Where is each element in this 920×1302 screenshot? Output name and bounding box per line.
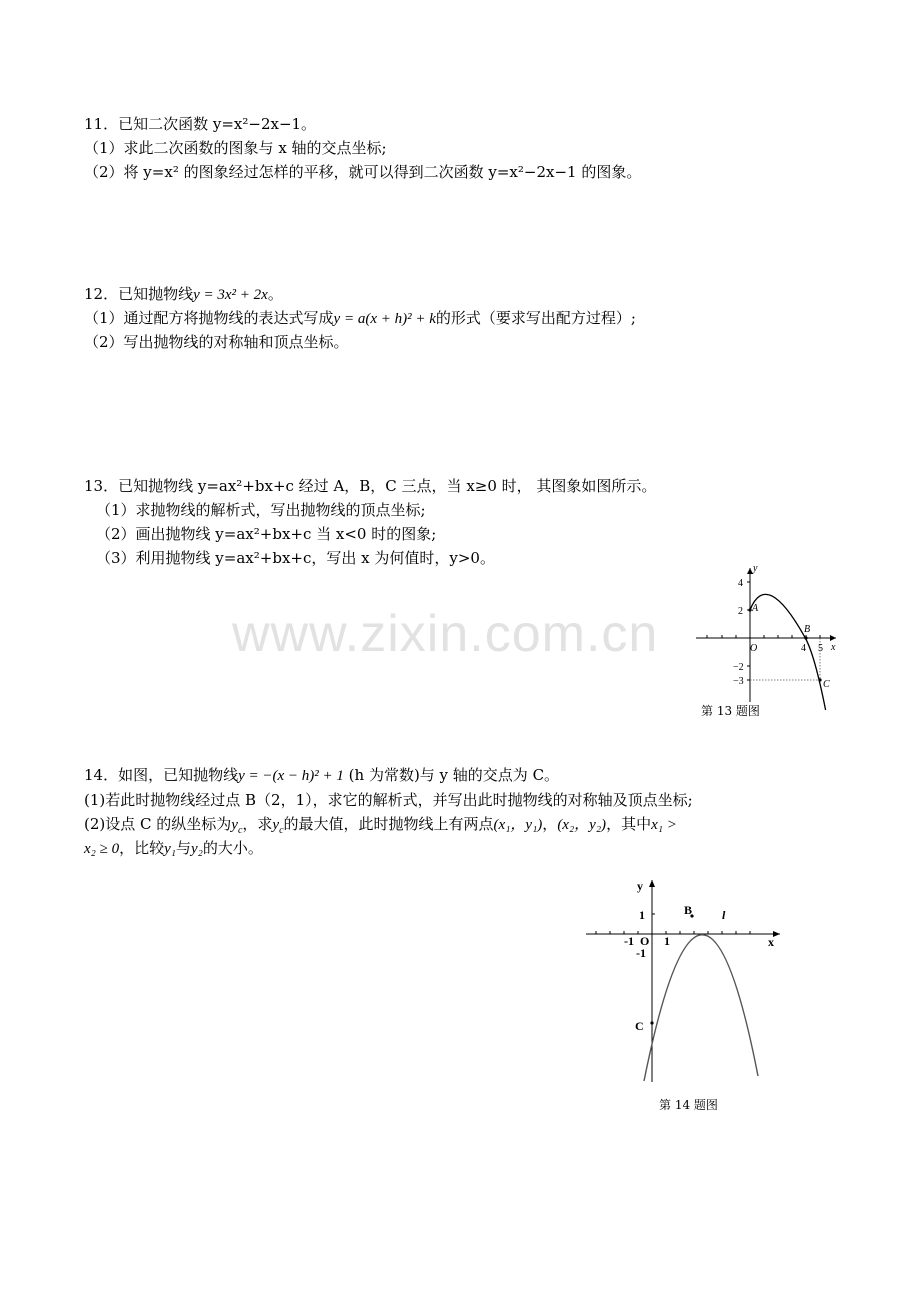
q14-point-2: (x₂，y₂): [557, 817, 607, 833]
q12-part1: [84, 308, 636, 329]
q13-label-c: C: [823, 679, 830, 690]
q14-tick-x1: 1: [664, 934, 670, 948]
q13-part1: （1）求抛物线的解析式，写出抛物线的顶点坐标;: [96, 501, 426, 519]
q12-title-text: 12．已知抛物线: [84, 285, 194, 303]
q13-caption: 第 13 题图: [701, 704, 760, 718]
watermark: www.zixin.com.cn: [232, 605, 659, 663]
q14-y2: y₂: [191, 841, 203, 857]
q13-tick-y2: 2: [738, 606, 743, 617]
q14-inequality-b: x₂ ≥ 0: [84, 841, 120, 857]
q12-part1-end: 的形式（要求写出配方过程）;: [435, 309, 636, 327]
q14-caption: 第 14 题图: [659, 1098, 718, 1112]
q13-point-c: [818, 678, 821, 681]
q14-yc-2: y: [272, 817, 280, 833]
q14-parabola: [644, 935, 758, 1081]
q13-label-a: A: [752, 603, 759, 614]
q13-part2: （2）画出抛物线 y=ax²+bx+c 当 x<0 时的图象;: [96, 525, 437, 543]
q13-tick-x5: 5: [818, 643, 823, 654]
q14-line-label: l: [722, 908, 726, 922]
q13-tick-y4: 4: [738, 578, 743, 589]
q13-title: 13．已知抛物线 y=ax²+bx+c 经过 A，B，C 三点，当 x≥0 时， 其图象如图所示。: [84, 477, 657, 495]
q14-part2-text-b: ，求: [242, 815, 273, 833]
q13-y-label: y: [753, 563, 758, 574]
q14-part2-text-a: (2)设点 C 的纵坐标为: [84, 815, 232, 833]
q13-tick-yneg3: −3: [733, 676, 744, 687]
q12-part1-text: （1）通过配方将抛物线的表达式写成: [84, 309, 334, 327]
q14-title: [84, 765, 559, 786]
q13-x-label: x: [831, 642, 836, 653]
q13-parabola: [750, 594, 826, 710]
q14-part1: (1)若此时抛物线经过点 B（2，1），求它的解析式，并写出此时抛物线的对称轴及顶点坐标;: [84, 791, 693, 809]
q14-yc-2-sub: c: [279, 825, 284, 836]
q14-y-arrow-icon: [649, 880, 655, 887]
q13-point-b: [804, 636, 807, 639]
q14-part2-text-d: ，: [542, 815, 558, 833]
q14-yc-1-sub: c: [237, 825, 243, 836]
q14-title-end: (h 为常数)与 y 轴的交点为 C。: [343, 766, 560, 784]
q13-tick-yneg2: −2: [733, 662, 744, 673]
q12-part2: （2）写出抛物线的对称轴和顶点坐标。: [84, 333, 349, 351]
q14-y-label: y: [637, 879, 643, 893]
q12-title-end: 。: [267, 285, 283, 303]
q14-part2-text-c: 的最大值，此时抛物线上有两点: [283, 815, 494, 833]
q14-tick-y1: 1: [639, 908, 645, 922]
q13-origin-label: O: [750, 643, 758, 654]
q13-x-arrow-icon: [830, 635, 836, 641]
q14-equation: y = −(x − h)² + 1: [238, 768, 344, 784]
q14-inequality-a: x₁ >: [651, 817, 677, 833]
q14-origin-label: O: [640, 934, 650, 948]
q11-part2: （2）将 y=x² 的图象经过怎样的平移，就可以得到二次函数 y=x²−2x−1 的图象。: [84, 163, 642, 181]
q14-title-text: 14．如图，已知抛物线: [84, 766, 239, 784]
q14-yc-1: y: [231, 817, 238, 833]
q14-part3-text-c: 的大小。: [202, 839, 263, 857]
q12-title: [84, 284, 283, 305]
q13-part3: （3）利用抛物线 y=ax²+bx+c，写出 x 为何值时，y>0。: [96, 549, 495, 567]
q11-part1: （1）求此二次函数的图象与 x 轴的交点坐标;: [84, 139, 387, 157]
q12-equation: y = 3x² + 2x: [193, 287, 268, 303]
q14-tick-yneg1: -1: [636, 946, 646, 960]
q14-x-label: x: [768, 935, 774, 949]
q14-point-c: [650, 1021, 653, 1024]
q11-title: 11．已知二次函数 y=x²−2x−1。: [84, 115, 317, 133]
q14-part3-text-a: ，比较: [119, 839, 165, 857]
q14-part3-text-b: 与: [176, 839, 192, 857]
q14-y1: y₁: [164, 841, 176, 857]
q14-tick-xneg1: -1: [624, 934, 634, 948]
q14-part2: [84, 814, 677, 841]
q14-label-c: C: [635, 1019, 644, 1033]
q14-part3: [84, 838, 263, 859]
q14-point-1: (x₁，y₁): [493, 817, 543, 833]
q14-figure: [584, 876, 784, 1086]
q14-part2-text-e: ，其中: [606, 815, 652, 833]
q14-label-b: B: [684, 903, 693, 917]
q13-figure: [690, 562, 840, 712]
q14-x-arrow-icon: [773, 931, 780, 937]
q12-vertex-form: y = a(x + h)² + k: [333, 311, 436, 327]
q13-tick-x4: 4: [801, 643, 806, 654]
q13-label-b: B: [804, 624, 811, 635]
